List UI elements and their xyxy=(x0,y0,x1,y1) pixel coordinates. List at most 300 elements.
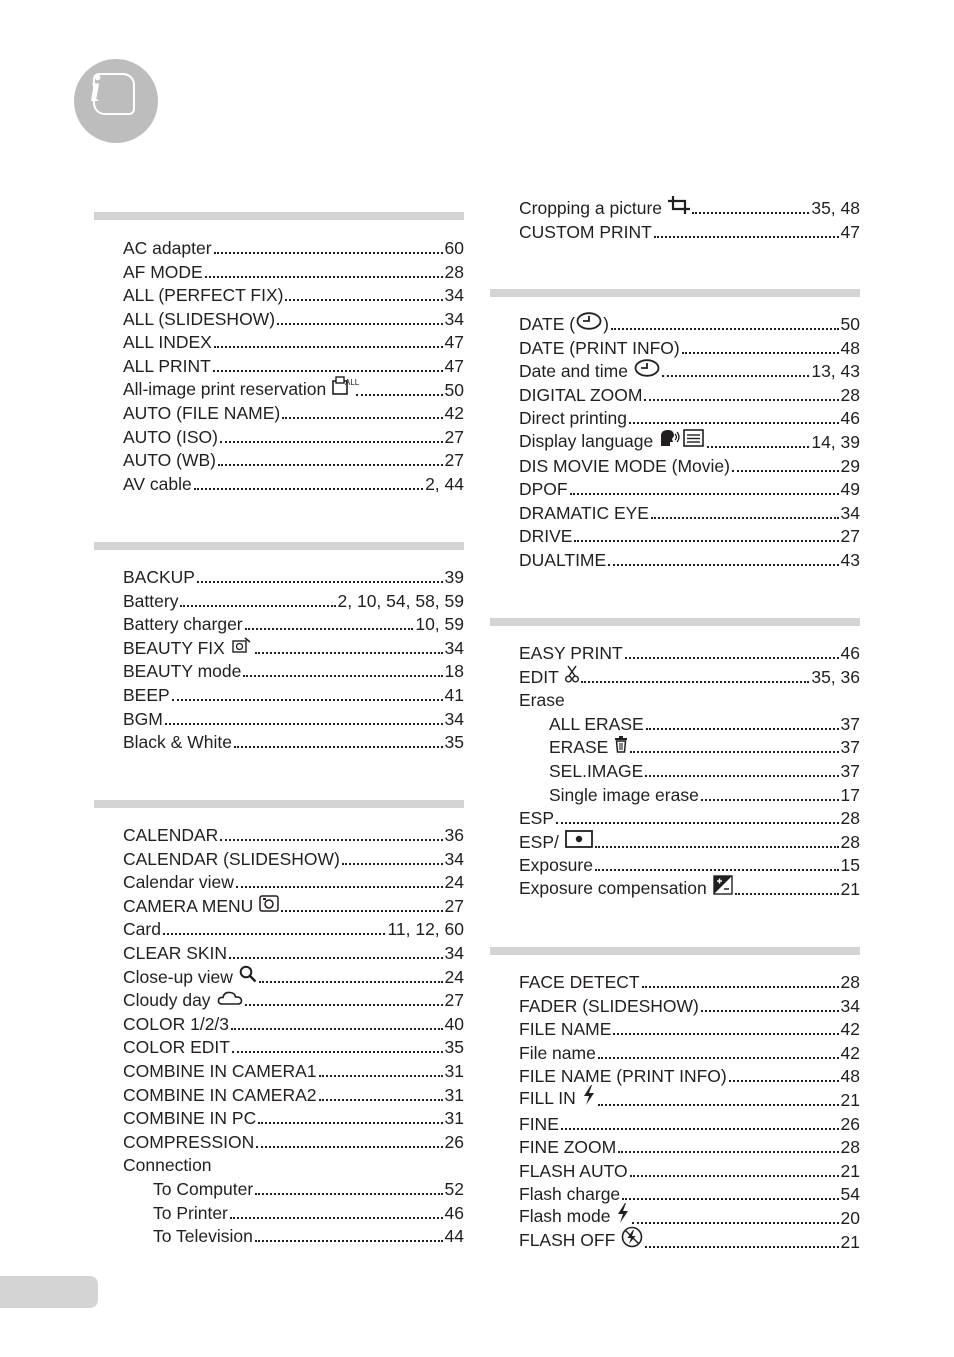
dot-leader xyxy=(255,652,443,654)
section-divider xyxy=(94,542,464,550)
index-entry-label xyxy=(123,1035,230,1059)
dot-leader xyxy=(319,1075,443,1077)
dot-leader xyxy=(259,981,443,983)
index-entry-label xyxy=(123,1083,317,1107)
dot-leader xyxy=(595,846,839,848)
index-entry-date-print-info xyxy=(519,336,860,360)
index-entry-label xyxy=(123,941,227,965)
index-entry-page: 31 xyxy=(444,1084,464,1105)
index-entry-single-image-erase xyxy=(549,783,860,807)
dot-leader xyxy=(630,751,838,753)
index-entry-text: AV cable xyxy=(123,474,192,494)
index-entry-text: Cloudy day xyxy=(123,990,211,1011)
index-entry-text: Calendar view xyxy=(123,872,234,893)
index-entry-label xyxy=(549,759,643,783)
index-entry-label xyxy=(519,383,642,407)
index-entry-drive xyxy=(519,524,860,548)
index-entry-direct-printing xyxy=(519,406,860,430)
index-entry-text: FILE NAME (PRINT INFO) xyxy=(519,1066,727,1087)
index-entry-page: 44 xyxy=(444,1226,464,1247)
index-entry-label xyxy=(519,1135,616,1159)
index-entry-text: EDIT xyxy=(519,666,559,687)
index-entry-page: 24 xyxy=(444,872,464,893)
index-entry-text: FINE ZOOM xyxy=(519,1137,617,1158)
index-entry-page: 27 xyxy=(444,990,464,1011)
dot-leader xyxy=(213,370,443,372)
index-entry-all-perfect-fix xyxy=(123,283,464,307)
dot-leader xyxy=(682,352,839,354)
index-entry-label xyxy=(519,548,606,572)
index-entry-page: 37 xyxy=(840,737,860,758)
index-entry-text: To Television xyxy=(153,1226,253,1247)
index-entry-page: 34 xyxy=(444,943,464,963)
index-entry-backup xyxy=(123,565,464,589)
section-divider xyxy=(490,289,860,297)
index-entry-page: 11, 12, 60 xyxy=(387,919,464,940)
index-entry-page: 34 xyxy=(840,502,860,523)
index-entry-text: Card xyxy=(123,919,161,940)
dot-leader xyxy=(570,493,839,495)
dot-leader xyxy=(220,441,443,443)
index-entry-erase xyxy=(549,735,860,759)
index-entry-page: 42 xyxy=(840,1042,860,1063)
index-entry-text: All-image print reservation xyxy=(123,378,327,399)
dot-leader xyxy=(255,1240,443,1242)
cloud-icon xyxy=(217,988,243,1012)
index-entry-page: 48 xyxy=(840,337,860,358)
index-entry-page: 41 xyxy=(444,685,464,705)
index-entry-page: 37 xyxy=(840,713,860,734)
index-entry-label xyxy=(519,312,609,336)
dot-leader xyxy=(165,723,443,725)
index-entry-page: 52 xyxy=(444,1179,464,1199)
index-entry-page: 35 xyxy=(444,732,464,753)
trash-icon xyxy=(614,735,628,759)
index-entry-label xyxy=(519,665,579,689)
index-entry-text: Battery xyxy=(123,590,179,611)
dot-leader xyxy=(232,1051,443,1053)
dot-leader xyxy=(642,986,839,988)
index-entry-page: 28 xyxy=(444,261,464,282)
index-entry-label xyxy=(123,847,340,871)
index-entry-combine-in-camera1 xyxy=(123,1059,464,1083)
clock-icon xyxy=(576,312,602,336)
index-entry-text: FLASH OFF xyxy=(519,1229,616,1250)
dot-leader xyxy=(258,1122,442,1124)
section-divider xyxy=(94,800,464,808)
index-entry-text: Exposure xyxy=(519,855,593,876)
index-entry-av-cable xyxy=(123,472,464,496)
dot-leader xyxy=(561,1128,839,1130)
index-entry-text: COLOR EDIT xyxy=(123,1037,230,1058)
index-entry-auto-wb xyxy=(123,448,464,472)
index-entry-text: Direct printing xyxy=(519,408,627,429)
dot-leader xyxy=(319,1099,443,1101)
dot-leader xyxy=(630,1175,839,1177)
index-entry-label xyxy=(123,870,234,894)
dot-leader xyxy=(231,1028,443,1030)
crop-icon xyxy=(668,196,690,220)
dot-leader xyxy=(632,1222,838,1224)
index-entry-page: 34 xyxy=(444,708,464,729)
index-entry-flash-auto xyxy=(519,1159,860,1183)
index-entry-file-name xyxy=(519,1041,860,1065)
index-entry-text: FACE DETECT xyxy=(519,972,640,992)
index-entry-page: 27 xyxy=(444,450,464,471)
index-entry-label xyxy=(123,448,216,472)
index-entry-text: AUTO (WB) xyxy=(123,450,217,471)
index-entry-label xyxy=(549,735,628,759)
index-entry-text: Close-up view xyxy=(123,966,233,987)
dot-leader xyxy=(618,1151,838,1153)
index-entry-label xyxy=(123,307,275,331)
dot-leader xyxy=(234,746,443,748)
index-entry-page: 28 xyxy=(840,384,860,405)
section-divider xyxy=(490,618,860,626)
dot-leader xyxy=(707,446,809,448)
index-entry-page: 29 xyxy=(840,455,860,476)
index-entry-text: COLOR 1/2/3 xyxy=(123,1013,230,1034)
index-entry-text: AUTO (ISO) xyxy=(123,426,218,447)
index-entry-page: 26 xyxy=(840,1113,860,1134)
info-icon xyxy=(74,59,158,143)
dot-leader xyxy=(735,893,839,895)
index-entry-digital-zoom xyxy=(519,383,860,407)
dot-leader xyxy=(611,328,839,330)
index-entry-beauty-fix xyxy=(123,636,464,660)
index-entry-label xyxy=(123,376,360,402)
index-entry-page: 50 xyxy=(444,379,464,400)
index-entry-page: 17 xyxy=(840,784,860,805)
index-entry-label xyxy=(519,994,699,1018)
dot-leader xyxy=(342,863,443,865)
index-entry-page: 37 xyxy=(840,761,860,781)
index-entry-text: BEAUTY FIX xyxy=(123,637,225,658)
dot-leader xyxy=(654,236,839,238)
index-entry-label xyxy=(123,823,218,847)
index-entry-text: To Computer xyxy=(153,1179,254,1199)
section-divider xyxy=(94,212,464,220)
dot-leader xyxy=(608,564,838,566)
index-entry-text: BACKUP xyxy=(123,567,195,587)
index-entry-label xyxy=(123,472,192,496)
index-entry-text: DRAMATIC EYE xyxy=(519,502,649,523)
index-entry-all-index xyxy=(123,330,464,354)
dot-leader xyxy=(205,276,443,278)
index-entry-all-image-print-reservation xyxy=(123,378,464,402)
index-entry-page: 15 xyxy=(840,855,860,876)
index-entry-text: FILL IN xyxy=(519,1088,576,1108)
index-entry-text: To Printer xyxy=(153,1202,228,1223)
index-entry-label xyxy=(519,220,652,244)
index-entry-all-print xyxy=(123,354,464,378)
index-entry-text: DPOF xyxy=(519,479,568,500)
dot-leader xyxy=(214,346,443,348)
index-entry-text: AUTO (FILE NAME) xyxy=(123,403,281,424)
index-entry-page: 13, 43 xyxy=(811,361,860,382)
index-entry-label xyxy=(123,730,232,754)
index-entry-page: 27 xyxy=(444,426,464,447)
index-entry-text: COMBINE IN CAMERA2 xyxy=(123,1084,317,1105)
index-entry-fine-zoom xyxy=(519,1135,860,1159)
index-entry-battery xyxy=(123,589,464,613)
index-entry-page: 43 xyxy=(840,550,860,570)
index-entry-color-edit xyxy=(123,1035,464,1059)
index-entry-text: FILE NAME xyxy=(519,1019,612,1040)
dot-leader xyxy=(256,1146,442,1148)
index-entry-combine-in-pc xyxy=(123,1106,464,1130)
index-entry-text: File name xyxy=(519,1042,596,1063)
index-entry-text: ALL PRINT xyxy=(123,356,211,376)
index-entry-text: BEAUTY mode xyxy=(123,661,242,682)
index-entry-text: Flash charge xyxy=(519,1184,621,1205)
dot-leader xyxy=(245,628,414,630)
index-entry-page: 27 xyxy=(444,895,464,916)
index-entry-esp xyxy=(519,830,860,854)
index-entry-label xyxy=(153,1224,253,1248)
dot-leader xyxy=(613,1033,838,1035)
index-entry-black-white xyxy=(123,730,464,754)
index-entry-color-1-2-3 xyxy=(123,1012,464,1036)
beauty-fix-icon xyxy=(231,636,253,660)
index-entry-page: 31 xyxy=(444,1108,464,1129)
dot-leader xyxy=(622,1198,838,1200)
dot-leader xyxy=(243,675,442,677)
index-entry-text: Display language xyxy=(519,431,654,451)
index-entry-exposure xyxy=(519,853,860,877)
index-entry-label xyxy=(123,401,280,425)
index-entry-label xyxy=(519,1159,628,1183)
dot-leader xyxy=(574,540,838,542)
page-number-tab xyxy=(0,1276,98,1308)
index-entry-to-printer xyxy=(153,1201,464,1225)
index-entry-page: 35 xyxy=(444,1037,464,1058)
index-entry-page: 21 xyxy=(840,1231,860,1252)
index-entry-calendar xyxy=(123,823,464,847)
dot-leader xyxy=(180,605,335,607)
index-entry-to-computer xyxy=(153,1177,464,1201)
exposure-compensation-icon xyxy=(713,875,733,901)
index-entry-page: 28 xyxy=(840,1137,860,1158)
index-entry-label xyxy=(123,260,203,284)
index-entry-combine-in-camera2 xyxy=(123,1083,464,1107)
dot-leader xyxy=(163,933,386,935)
dot-leader xyxy=(692,212,809,214)
index-entry-beauty-mode xyxy=(123,659,464,683)
index-entry-text: Date and time xyxy=(519,361,628,382)
index-entry-text: ESP/ xyxy=(519,831,559,852)
index-entry-label xyxy=(123,565,195,589)
index-entry-page: 28 xyxy=(840,808,860,829)
index-entry-label xyxy=(123,917,161,941)
dot-leader xyxy=(220,839,442,841)
index-entry-label xyxy=(519,853,593,877)
index-entry-text: EASY PRINT xyxy=(519,643,623,663)
dot-leader xyxy=(651,517,839,519)
index-entry-text: DATE (PRINT INFO) xyxy=(519,337,680,358)
index-entry-text: AF MODE xyxy=(123,261,203,282)
index-entry-text: DATE ( xyxy=(519,314,576,334)
index-entry-fill-in xyxy=(519,1088,860,1112)
index-entry-label xyxy=(153,1201,228,1225)
index-entry-text: Flash mode xyxy=(519,1206,611,1226)
index-entry-page: 2, 10, 54, 58, 59 xyxy=(337,590,464,611)
index-entry-date-and-time xyxy=(519,359,860,383)
dot-leader xyxy=(598,1104,839,1106)
dot-leader xyxy=(645,1246,838,1248)
index-entry-label xyxy=(123,283,283,307)
dot-leader xyxy=(172,699,443,701)
index-entry-page: 35, 36 xyxy=(811,666,860,687)
index-entry-edit xyxy=(519,665,860,689)
index-entry-display-language xyxy=(519,430,860,454)
dot-leader xyxy=(646,728,839,730)
index-entry-text: FLASH AUTO xyxy=(519,1160,628,1181)
index-entry-label xyxy=(123,1130,254,1154)
index-entry-sel-image xyxy=(549,759,860,783)
language-icon xyxy=(659,428,705,454)
index-entry-label xyxy=(123,1106,256,1130)
index-entry-exposure-compensation xyxy=(519,877,860,901)
index-entry-text: Exposure compensation xyxy=(519,878,707,898)
index-entry-label xyxy=(123,354,211,378)
index-entry-label xyxy=(123,1059,317,1083)
index-entry-page: 40 xyxy=(444,1013,464,1034)
index-entry-connection xyxy=(123,1153,464,1177)
index-entry-page: 28 xyxy=(840,831,860,852)
index-entry-page: 34 xyxy=(444,308,464,329)
index-entry-page: 48 xyxy=(840,1066,860,1087)
index-entry-all-erase xyxy=(549,712,860,736)
index-entry-dualtime xyxy=(519,548,860,572)
dot-leader xyxy=(556,822,839,824)
index-entry-page: 24 xyxy=(444,966,464,987)
dot-leader xyxy=(598,1057,839,1059)
index-entry-text: COMBINE IN CAMERA1 xyxy=(123,1061,317,1081)
index-entry-text: ALL (PERFECT FIX) xyxy=(123,285,284,306)
index-entry-page: 34 xyxy=(444,285,464,306)
index-entry-text: Battery charger xyxy=(123,614,243,635)
index-entry-label xyxy=(519,406,627,430)
index-entry-page: 36 xyxy=(444,825,464,845)
dot-leader xyxy=(277,323,443,325)
dot-leader xyxy=(625,657,839,659)
index-entry-all-slideshow xyxy=(123,307,464,331)
index-entry-text: ALL (SLIDESHOW) xyxy=(123,308,276,329)
index-entry-text: ESP xyxy=(519,808,555,829)
index-entry-page: 31 xyxy=(444,1061,464,1081)
index-entry-label xyxy=(123,612,243,636)
index-entry-battery-charger xyxy=(123,612,464,636)
svg-text:ALL: ALL xyxy=(345,377,360,387)
index-entry-page: 14, 39 xyxy=(811,432,860,452)
index-entry-page: 47 xyxy=(444,332,464,353)
dot-leader xyxy=(285,299,442,301)
section-divider xyxy=(490,947,860,955)
dot-leader xyxy=(230,1217,443,1219)
index-entry-text: COMPRESSION xyxy=(123,1131,255,1152)
index-entry-label xyxy=(519,359,660,383)
index-entry-label xyxy=(519,428,705,454)
index-entry-compression xyxy=(123,1130,464,1154)
index-entry-date xyxy=(519,312,860,336)
index-entry-custom-print xyxy=(519,220,860,244)
index-entry-clear-skin xyxy=(123,941,464,965)
dot-leader xyxy=(701,1010,839,1012)
dot-leader xyxy=(229,957,442,959)
scissors-icon xyxy=(565,665,579,689)
index-entry-camera-menu xyxy=(123,894,464,918)
index-entry-text: COMBINE IN PC xyxy=(123,1108,257,1129)
index-entry-calendar-view xyxy=(123,870,464,894)
index-entry-label xyxy=(519,1226,643,1254)
index-entry-page: 2, 44 xyxy=(425,474,464,494)
index-entry-page: 27 xyxy=(840,526,860,547)
index-entry-label xyxy=(519,477,568,501)
index-entry-face-detect xyxy=(519,970,860,994)
dot-leader xyxy=(197,581,443,583)
all-print-icon xyxy=(332,376,360,402)
index-entry-calendar-slideshow xyxy=(123,847,464,871)
index-entry-suffix: ) xyxy=(603,314,609,334)
index-entry-esp xyxy=(519,806,860,830)
index-entry-label xyxy=(123,659,241,683)
index-entry-beep xyxy=(123,683,464,707)
index-entry-label xyxy=(519,806,554,830)
index-entry-close-up-view xyxy=(123,965,464,989)
dot-leader xyxy=(595,869,839,871)
dot-leader xyxy=(194,488,423,490)
index-entry-text: Connection xyxy=(123,1155,212,1176)
index-entry-page: 18 xyxy=(444,661,464,682)
index-entry-page: 49 xyxy=(840,479,860,500)
index-entry-erase xyxy=(519,688,860,712)
index-entry-label xyxy=(123,636,253,660)
index-entry-page: 47 xyxy=(444,356,464,376)
index-entry-label xyxy=(519,1112,559,1136)
index-entry-label xyxy=(123,1012,229,1036)
index-entry-easy-print xyxy=(519,641,860,665)
index-entry-page: 42 xyxy=(444,403,464,424)
index-entry-label xyxy=(153,1177,253,1201)
index-entry-page: 10, 59 xyxy=(415,614,464,635)
dot-leader xyxy=(645,775,838,777)
index-entry-label xyxy=(123,707,163,731)
index-entry-page: 20 xyxy=(840,1208,860,1228)
dot-leader xyxy=(629,422,839,424)
index-entry-label xyxy=(519,1041,596,1065)
index-entry-page: 21 xyxy=(840,1090,860,1110)
index-entry-page: 60 xyxy=(444,238,464,258)
index-entry-auto-iso xyxy=(123,425,464,449)
index-entry-text: BEEP xyxy=(123,685,170,705)
index-entry-label xyxy=(519,641,623,665)
index-entry-text: Black & White xyxy=(123,732,232,753)
index-entry-label xyxy=(123,236,212,260)
index-entry-label xyxy=(549,783,699,807)
index-entry-label xyxy=(123,965,257,989)
dot-leader xyxy=(729,1080,839,1082)
index-entry-text: DUALTIME xyxy=(519,550,607,570)
index-entry-page: 35, 48 xyxy=(811,198,860,218)
index-entry-text: CALENDAR (SLIDESHOW) xyxy=(123,848,340,869)
dot-leader xyxy=(236,886,443,888)
info-glyph: i xyxy=(90,68,101,110)
index-entry-cropping-a-picture xyxy=(519,196,860,220)
index-entry-text: CLEAR SKIN xyxy=(123,943,228,963)
index-entry-text: CUSTOM PRINT xyxy=(519,221,652,242)
index-entry-text: BGM xyxy=(123,708,163,729)
